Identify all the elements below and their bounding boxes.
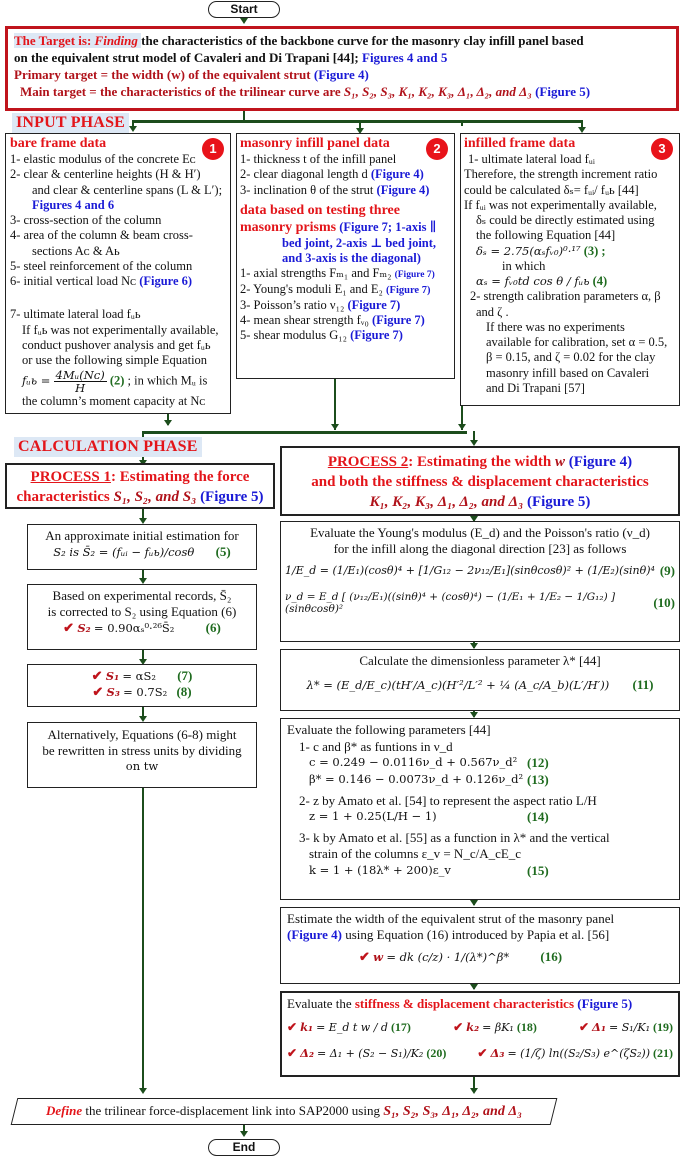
start-label: Start [230,2,258,16]
process2-title-u: PROCESS 2 [327,454,409,470]
eq15: k = 1 + (18λ* + 200)ε_v [309,863,451,877]
target-line2: on the equivalent strut model of Cavaleri and Di Trapani [44]; [14,49,359,65]
eq18: = βK₁ [482,1020,514,1034]
check-icon: ✔ [477,1046,488,1061]
eq11: λ* = (E_d/E_c)(tH′/A_c)(H′²/L′² + ¼ (A_c/A_b)(L′/H′)) [306,677,610,692]
bare-frame-item-5: 5- steel reinforcement of the column [10,258,193,273]
infilled-line-3: could be calculated δₛ= fᵤᵢ/ fᵤь [44] [464,182,639,197]
eq18-number: (18) [516,1019,537,1034]
start-terminal [208,1,280,18]
prism-item-3-ref: (Figure 7) [347,297,401,312]
bare-frame-note-1: If fᵤь was not experimentally available, [22,322,219,337]
infilled-line-2: Therefore, the strength increment ratio [464,167,658,182]
prism-item-2-ref: (Figure 7) [386,285,431,297]
p1-step4-line2: be rewritten in stress units by dividing [42,742,242,758]
lambda-line1: Calculate the dimensionless parameter λ* [44] [359,653,601,668]
infilled-line-14: β = 0.15, and ζ = 0.02 for the clay [486,350,656,365]
target-keyword: Finding [94,33,138,48]
process1-title-u: PROCESS 1 [30,469,111,485]
eq3: δₛ = 2.75(αₛfᵥ₀)⁰·¹⁷ [476,243,581,258]
define-vars: S₁, S₂, S₃, Δ₁, Δ₂, and Δ₃ [383,1104,522,1119]
define-text: the trilinear force-displacement link into SAP2000 using [85,1103,380,1118]
prisms-heading-1: data based on testing three [240,202,400,218]
process1-step2 [27,584,257,650]
p1-step4-line1: Alternatively, Equations (6-8) might [47,727,237,742]
target-line1: the characteristics of the backbone curve for the masonry clay infill panel based [141,33,584,48]
primary-target-ref: (Figure 4) [313,66,369,82]
p1-step2-line2: is corrected to S₂ using Equation (6) [47,603,237,619]
eq13: β* = 0.146 − 0.0073ν_d + 0.126ν_d² [309,771,524,786]
check-icon: ✔ [287,1019,298,1034]
infilled-line-6: the following Equation [44] [476,228,616,243]
check-icon: ✔ [287,1046,298,1061]
eq16: = dk (c/z) · 1/(λ*)^β* [386,949,510,964]
target-box [5,26,679,111]
bare-frame-item-6: 6- initial vertical load Nᴄ [10,274,137,289]
infilled-line-11: and ζ . [476,304,509,319]
eq2-denominator: H [75,381,86,396]
eq6-number: (6) [205,619,221,635]
process2-title-line2: and both the stiffness & displacement characteristics [311,474,649,490]
eq17-lhs: k₁ [300,1019,314,1034]
infill-item-3-ref: (Figure 4) [376,182,430,197]
eq21-lhs: Δ₃ [490,1046,505,1061]
eq21: = (1/ζ) ln((S₂/S₃) e^(ζS₂)) [507,1047,650,1061]
eq10: ν_d = E_d [ (ν₁₂/E₁)((sinθ)⁴ + (cosθ)⁴) − (1/E₁ + 1/E₂ − 1/G₁₂) ] (sinθcosθ)² [285,590,616,616]
process2-young-box [280,521,680,642]
p1-step4-line3: on tw [125,758,159,773]
check-icon: ✔ [63,619,75,635]
infilled-frame-box [460,133,680,406]
stiffness-red: stiffness & displacement characteristics [354,996,575,1011]
bare-frame-heading: bare frame data [10,136,107,151]
eq15-number: (15) [527,863,549,878]
eq17-number: (17) [390,1019,411,1034]
check-icon: ✔ [453,1019,464,1034]
eq10-number: (10) [653,595,675,611]
params-line1: Evaluate the following parameters [44] [287,722,491,737]
eq6-lhs: S₂ [77,620,91,635]
end-terminal [208,1139,280,1156]
eq16-number: (16) [540,948,563,964]
prism-item-5: 5- shear modulus G₁₂ [240,328,347,343]
badge-3: 3 [651,138,673,160]
process2-stiffness-box [280,991,680,1077]
main-target-ref: (Figure 5) [535,83,591,99]
eq2-note: ; in which Mᵤ is [127,373,208,388]
prisms-note-2: bed joint, 2-axis ⊥ bed joint, [282,235,437,250]
p1-step1-line1: An approximate initial estimation for [45,528,239,543]
bare-frame-box [5,133,231,414]
check-icon: ✔ [92,683,104,699]
masonry-infill-box [236,133,455,379]
eq20-lhs: Δ₂ [300,1046,315,1061]
input-phase-label: INPUT PHASE [12,113,129,133]
prism-item-3: 3- Poisson’s ratio ν₁₂ [240,297,345,312]
infilled-line-10: 2- strength calibration parameters α, β [470,289,661,304]
eq21-number: (21) [653,1046,673,1061]
p1-step1-eq: S₂ is S̄₂ = (fᵤᵢ − fᵤь)/cosθ [53,544,195,559]
process1-step4 [27,722,257,788]
eq14-number: (14) [527,809,549,825]
process2-title-rest: : Estimating the width [408,454,552,470]
params-p3a: 3- k by Amato et al. [55] as a function in λ* and the vertical [299,829,610,845]
primary-target: Primary target = the width (w) of the equivalent strut [14,66,311,82]
process1-title-line2: characteristics [16,489,110,505]
eq9-number: (9) [659,562,675,578]
process1-vars: S₁, S₂, and S₃ [113,489,197,505]
eq5-number: (5) [215,543,231,559]
badge-2: 2 [426,138,448,160]
eq19-number: (19) [653,1019,673,1034]
eq2-fraction [54,369,107,394]
eq20: = Δ₁ + (S₂ − S₁)/K₂ [317,1047,424,1061]
eq2-lhs: fᵤь = [22,373,51,388]
target-prefix: The Target is: [14,33,92,48]
stiffness-ref: (Figure 5) [577,996,633,1011]
bare-frame-ref-fig6: (Figure 6) [139,274,193,289]
infill-item-3: 3- inclination θ of the strut [240,182,374,197]
eq11-number: (11) [632,676,654,692]
process2-ref1: (Figure 4) [568,454,633,470]
bare-frame-note-3: or use the following simple Equation [22,353,208,368]
process1-ref: (Figure 5) [200,489,264,505]
prism-item-4-ref: (Figure 7) [371,313,425,328]
process1-step3 [27,664,257,707]
process2-ref2: (Figure 5) [526,494,591,510]
eq20-number: (20) [426,1046,447,1061]
infilled-line-12: If there was no experiments [486,319,625,334]
bare-frame-note-4: the column’s moment capacity at Nᴄ [22,394,206,409]
width-line1: Estimate the width of the equivalent strut of the masonry panel [287,911,615,926]
define-io-box [14,1098,554,1125]
eq2-number: (2) [109,373,125,388]
young-line1: Evaluate the Young's modulus (E_d) and the Poisson's ratio (ν_d) [310,525,650,540]
infilled-line-5: δₛ could be directly estimated using [476,213,655,228]
eq7-rhs: = αS₂ [122,669,156,683]
define-keyword: Define [46,1103,83,1118]
bare-frame-note-2: conduct pushover analysis and get fᵤь [22,337,211,352]
width-line2: using Equation (16) introduced by Papia et al. [56] [345,926,610,942]
eq12: c = 0.249 − 0.0116ν_d + 0.567ν_d² [309,755,518,770]
eq19-lhs: Δ₁ [592,1019,606,1034]
infilled-line-16: and Di Trapani [57] [486,380,585,395]
infilled-line-13: available for calibration, set α = 0.5, [486,335,668,350]
width-ref: (Figure 4) [287,926,342,942]
process2-width-box [280,907,680,984]
check-icon: ✔ [578,1019,590,1034]
eq14: z = 1 + 0.25(L/H − 1) [309,809,437,824]
params-p3b: strain of the columns ε_v = N_c/A_cE_c [309,846,522,862]
infilled-line-1: 1- ultimate lateral load fᵤᵢ [468,152,595,167]
prism-item-5-ref: (Figure 7) [350,328,403,343]
prism-item-1: 1- axial strengths Fₘ₁ and Fₘ₂ [240,266,392,281]
prisms-heading-2: masonry prisms [240,219,337,235]
process1-header [5,463,275,509]
prism-item-1-ref: (Figure 7) [394,270,435,281]
infill-item-1: 1- thickness t of the infill panel [240,152,397,167]
eq4-number: (4) [592,274,608,289]
p1-step2-line1: Based on experimental records, S̄₂ [52,588,232,603]
eq2-numerator: 4Mᵤ(Nᴄ) [55,368,105,383]
process2-vars: K₁, K₂, K₃, Δ₁, Δ₂, and Δ₃ [369,494,524,510]
eq7-lhs: S₁ [105,669,120,683]
eq6-rhs: = 0.90αₛ⁰·²⁶S̄₂ [93,620,175,635]
process2-header [280,446,680,516]
bare-frame-item-1: 1- elastic modulus of the concrete Eᴄ [10,152,196,167]
young-line2: for the infill along the diagonal direction [23] as follows [333,540,627,556]
eq19: = S₁/K₁ [609,1020,650,1034]
prisms-note-3: and 3-axis is the diagonal) [282,251,421,266]
check-icon: ✔ [91,668,103,683]
eq8-rhs: = 0.7S₂ [123,684,168,699]
eq8-number: (8) [176,683,192,699]
check-icon: ✔ [359,948,370,964]
end-label: End [232,1140,256,1154]
eq9: 1/E_d = (1/E₁)(cosθ)⁴ + [1/G₁₂ − 2ν₁₂/E₁](sinθcosθ)² + (1/E₂)(sinθ)⁴ [285,563,655,577]
calculation-phase-label: CALCULATION PHASE [14,437,202,457]
eq4: αₛ = fᵥ₀td cos θ / fᵤь [476,274,590,289]
bare-frame-item-7: 7- ultimate lateral load fᵤь [10,307,141,322]
process1-title-rest: : Estimating the force [110,469,250,485]
eq13-number: (13) [527,771,549,787]
infilled-line-4: If fᵤᵢ was not experimentally available, [464,197,657,212]
prism-item-4: 4- mean shear strength fᵥ₀ [240,313,369,328]
process2-params-box [280,718,680,900]
infill-item-2-ref: (Figure 4) [370,167,424,182]
eq18-lhs: k₂ [466,1019,480,1034]
bare-frame-item-4a: 4- area of the column & beam cross- [10,228,193,243]
bare-frame-item-2a: 2- clear & centerline heights (H & H′) [10,167,201,182]
process2-lambda-box [280,649,680,711]
eq3-number: (3) ; [583,243,606,258]
prism-item-2: 2- Young's moduli E₁ and E₂ [240,282,383,297]
process1-step1 [27,524,257,570]
bare-frame-ref-fig4-6: Figures 4 and 6 [32,197,115,212]
process2-w: w [554,454,565,470]
bare-frame-item-4b: sections Aᴄ & Aь [32,243,120,258]
main-target-vars: S₁, S₂, S₃, K₁, K₂, K₃, Δ₁, Δ₂, and Δ₃ [343,83,532,99]
masonry-infill-heading: masonry infill panel data [240,136,390,151]
infilled-line-15: masonry infill based on Cavaleri [486,365,650,380]
params-p2: 2- z by Amato et al. [54] to represent the aspect ratio L/H [299,792,597,808]
bare-frame-item-3: 3- cross-section of the column [10,213,162,228]
infilled-in-which: in which [502,258,546,273]
params-p1: 1- c and β* as funtions in ν_d [299,738,453,754]
eq12-number: (12) [527,755,549,771]
eq7-number: (7) [177,668,193,683]
prisms-note-1: (Figure 7; 1-axis ∥ [339,219,437,234]
infilled-frame-heading: infilled frame data [464,136,576,151]
stiffness-prefix: Evaluate the [287,996,352,1011]
badge-1: 1 [202,138,224,160]
target-line2-ref: Figures 4 and 5 [362,49,448,65]
eq17: = E_d t w / d [316,1020,388,1034]
bare-frame-item-2b: and clear & centerline spans (L & L′); [32,182,223,197]
eq8-lhs: S₃ [106,684,120,699]
infill-item-2: 2- clear diagonal length d [240,167,368,182]
eq16-lhs: w [373,949,384,964]
main-target: Main target = the characteristics of the trilinear curve are [20,83,341,99]
